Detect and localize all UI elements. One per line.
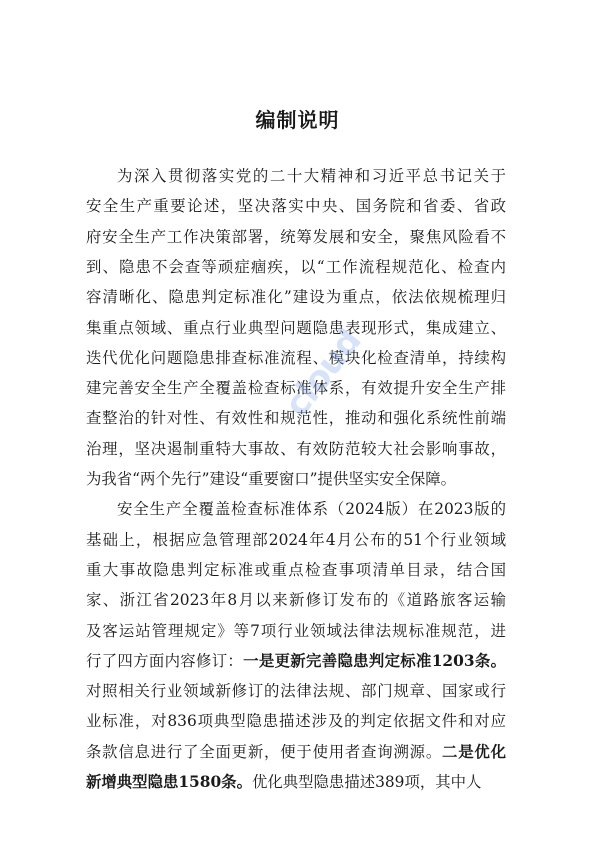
text-run: 到、隐患不会查等顽症痼疾，以“工作流程规范化、检查内 [86, 257, 506, 276]
text-run: 优化典型隐患描述389项，其中人 [251, 773, 482, 791]
bold-text: 二是优化 [442, 742, 506, 761]
text-run: 及客运站管理规定》等7项行业领域法律法规标准规范，进 [86, 621, 506, 640]
bold-text: 新增典型隐患1580条。 [86, 773, 252, 791]
text-run: 容清晰化、隐患判定标准化”建设为重点，依法依规梳理归 [86, 288, 506, 307]
text-line [86, 256, 506, 278]
text-line [86, 589, 506, 611]
text-run: 业标准，对836项典型隐患描述涉及的判定依据文件和对应 [86, 712, 506, 731]
text-line [86, 741, 506, 763]
text-line [117, 498, 506, 520]
text-line [86, 559, 506, 581]
text-run: 为我省“两个先行”建设“重要窗口”提供坚实安全保障。 [86, 470, 457, 488]
text-line [86, 650, 506, 672]
text-run: 建完善安全生产全覆盖检查标准体系，有效提升安全生产排 [86, 379, 506, 398]
page-title: 编制说明 [255, 108, 340, 132]
text-line [86, 529, 506, 551]
text-run: 安全生产全覆盖检查标准体系（2024版）在2023版的 [117, 500, 506, 519]
text-run: 集重点领域、重点行业典型问题隐患表现形式，集成建立、 [86, 318, 506, 337]
text-line [86, 710, 506, 732]
text-line [86, 468, 506, 490]
text-line [86, 347, 506, 369]
text-line [86, 286, 506, 308]
text-run: 行了四方面内容修订： [86, 651, 244, 670]
text-line [117, 165, 506, 187]
text-run: 府安全生产工作决策部署，统筹发展和安全，聚焦风险看不 [86, 227, 506, 246]
text-run: 条款信息进行了全面更新，便于使用者查询溯源。 [86, 742, 443, 761]
text-line [86, 680, 506, 702]
text-run: 家、浙江省2023年8月以来新修订发布的《道路旅客运输 [86, 591, 506, 610]
text-run: 治理，坚决遏制重特大事故、有效防范较大社会影响事故， [86, 439, 506, 458]
text-line [86, 226, 506, 248]
text-run: 对照相关行业领域新修订的法律法规、部门规章、国家或行 [86, 682, 506, 701]
text-line [86, 438, 506, 460]
watermark: cloud [276, 321, 370, 425]
text-run: 为深入贯彻落实党的二十大精神和习近平总书记关于 [117, 167, 506, 185]
text-line [86, 317, 506, 339]
text-run: 迭代优化问题隐患排查标准流程、模块化检查清单，持续构 [86, 348, 506, 367]
text-run: 查整治的针对性、有效性和规范性，推动和强化系统性前端 [86, 409, 506, 428]
text-run: 安全生产重要论述，坚决落实中央、国务院和省委、省政 [86, 197, 506, 216]
text-line [86, 620, 506, 642]
text-line [86, 771, 506, 793]
text-run: 重大事故隐患判定标准或重点检查事项清单目录，结合国 [86, 560, 506, 579]
text-run: 基础上，根据应急管理部2024年4月公布的51个行业领域 [86, 530, 506, 549]
text-line [86, 195, 506, 217]
bold-text: 一是更新完善隐患判定标准1203条。 [243, 651, 506, 670]
text-line [86, 377, 506, 399]
text-line [86, 407, 506, 429]
